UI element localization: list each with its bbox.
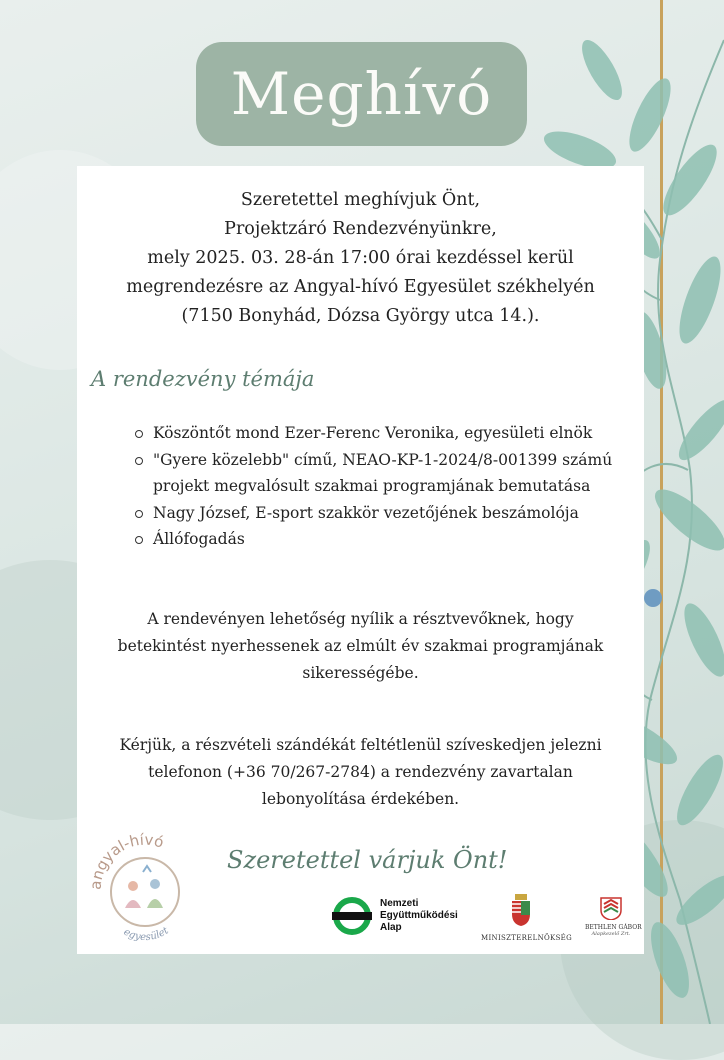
- bethlen-label: BETHLEN GÁBOR: [585, 924, 642, 931]
- title-banner: [196, 42, 527, 146]
- ministry-logo: [481, 894, 572, 942]
- page-title: Meghívó: [230, 60, 493, 128]
- bethlen-emblem-icon: [598, 896, 624, 920]
- logo-bottom-text: egyesület: [121, 925, 171, 944]
- naa-line: Együttműködési: [380, 910, 458, 921]
- agenda-item-text: Köszöntőt mond Ezer-Ferenc Veronika, egyesületi elnök: [153, 424, 593, 442]
- bethlen-sublabel: Alapkezelő Zrt.: [591, 931, 631, 937]
- invitation-card: [77, 166, 644, 954]
- angyal-hivo-logo: [85, 828, 203, 946]
- paragraph-line: Kérjük, a részvételi szándékát feltétlenül szíveskedjen jelezni: [119, 736, 602, 754]
- list-item: [133, 420, 633, 447]
- info-paragraph: [77, 606, 644, 687]
- list-item: [133, 526, 633, 553]
- coat-of-arms-icon: [510, 894, 532, 926]
- bullet-icon: [135, 536, 143, 544]
- agenda-item-text: Állófogadás: [153, 530, 245, 548]
- agenda-list: [133, 420, 633, 553]
- list-item: [133, 500, 633, 527]
- bethlen-logo: [585, 896, 642, 937]
- paragraph-line: betekintést nyerhessenek az elmúlt év szakmai programjának: [117, 637, 604, 655]
- paragraph-line: sikerességébe.: [302, 664, 419, 682]
- agenda-item-text: "Gyere közelebb" című, NEAO-KP-1-2024/8-001399 számú projekt megvalósult szakmai programjának bemutatása: [153, 450, 613, 495]
- svg-text:egyesület: [122, 925, 172, 943]
- agenda-item-text: Nagy József, E-sport szakkör vezetőjének beszámolója: [153, 503, 579, 522]
- naa-logo: [332, 896, 458, 936]
- naa-line: Nemzeti: [380, 898, 419, 909]
- closing-text: Szeretettel várjuk Önt!: [227, 846, 508, 874]
- logo-top-text: angyal-hívó: [86, 830, 166, 891]
- intro-line: Szeretettel meghívjuk Önt,: [240, 190, 481, 210]
- bullet-icon: [135, 457, 143, 465]
- bullet-icon: [135, 510, 143, 518]
- rsvp-paragraph: [77, 732, 644, 813]
- intro-line: (7150 Bonyhád, Dózsa György utca 14.).: [181, 306, 540, 326]
- list-item: [133, 447, 623, 500]
- ministry-label: MINISZTERELNÖKSÉG: [481, 934, 572, 942]
- naa-emblem-icon: [332, 896, 372, 936]
- intro-line: Projektzáró Rendezvényünkre,: [224, 219, 497, 239]
- naa-line: Alap: [380, 922, 402, 933]
- paragraph-line: A rendevényen lehetőség nyílik a résztvevőknek, hogy: [147, 610, 574, 628]
- intro-text: [77, 186, 644, 331]
- paragraph-line: telefonon (+36 70/267-2784) a rendezvény zavartalan: [148, 763, 573, 781]
- paragraph-line: lebonyolítása érdekében.: [261, 790, 460, 808]
- bullet-icon: [135, 430, 143, 438]
- section-heading: A rendezvény témája: [91, 367, 315, 391]
- intro-line: mely 2025. 03. 28-án 17:00 órai kezdéssel kerül: [147, 248, 574, 268]
- intro-line: megrendezésre az Angyal-hívó Egyesület székhelyén: [126, 277, 595, 297]
